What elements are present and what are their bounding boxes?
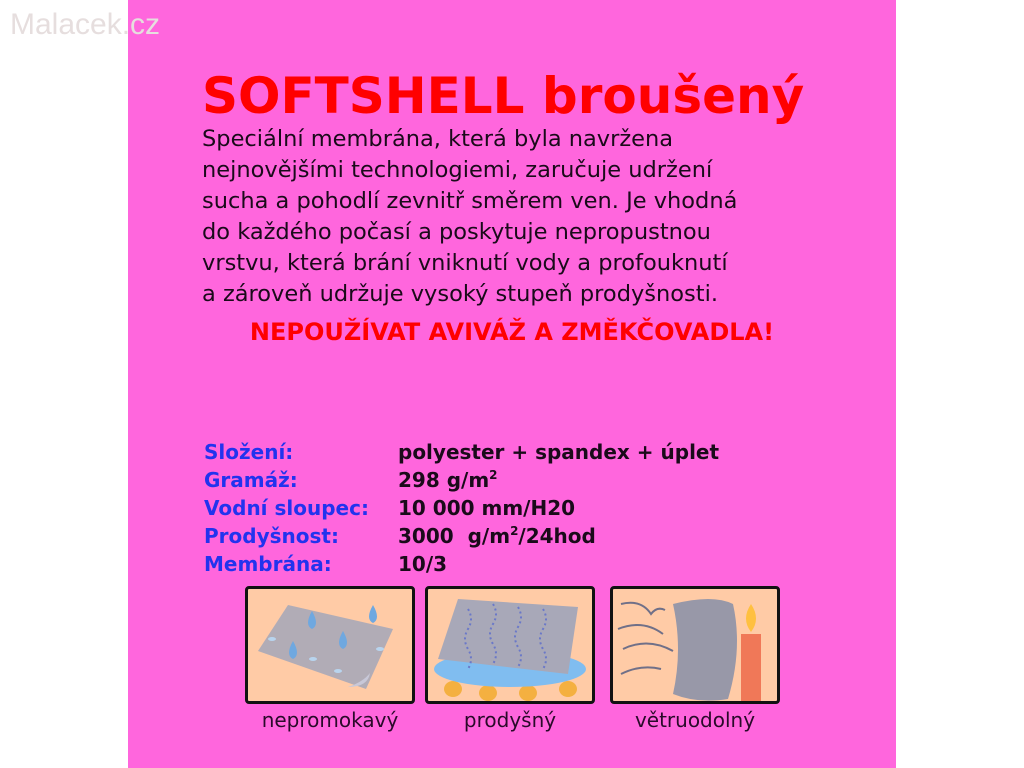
product-description xyxy=(202,124,882,310)
spec-value-sup: 2 xyxy=(489,468,498,482)
description-line: vrstvu, která brání vniknutí vody a profouknutí xyxy=(202,250,728,276)
windproof-icon xyxy=(610,586,780,704)
spec-row-slozeni xyxy=(204,438,719,466)
spec-label: Vodní sloupec: xyxy=(204,496,369,520)
spec-value: 10 000 mm/H20 xyxy=(398,496,576,520)
spec-label: Membrána: xyxy=(204,552,332,576)
feature-card-waterproof xyxy=(245,586,415,732)
care-warning: NEPOUŽÍVAT AVIVÁŽ A ZMĚKČOVADLA! xyxy=(249,318,775,346)
feature-card-windproof xyxy=(610,586,780,732)
description-line: sucha a pohodlí zevnitř směrem ven. Je vhodná xyxy=(202,188,738,214)
description-line: a zároveň udržuje vysoký stupeň prodyšnosti. xyxy=(202,281,718,307)
specs-table xyxy=(204,438,719,578)
spec-value: polyester + spandex + úplet xyxy=(398,440,720,464)
water-drops-icon xyxy=(245,586,415,704)
feature-card-breathable xyxy=(425,586,595,732)
spec-label: Složení: xyxy=(204,440,294,464)
breathable-icon xyxy=(425,586,595,704)
feature-label: prodyšný xyxy=(463,708,557,732)
description-line: do každého počasí a poskytuje nepropustnou xyxy=(202,219,711,245)
spec-row-prodysnost xyxy=(204,522,719,550)
spec-row-gramaz xyxy=(204,466,719,494)
product-title: SOFTSHELL broušený xyxy=(202,67,805,125)
spec-value-text: 3000 g/m xyxy=(398,524,511,548)
description-line: nejnovějšími technologiemi, zaručuje udržení xyxy=(202,157,713,183)
spec-value xyxy=(398,522,596,550)
spec-value-suffix: /24hod xyxy=(518,524,596,548)
description-line: Speciální membrána, která byla navržena xyxy=(202,126,674,152)
feature-cards xyxy=(128,586,896,746)
spec-row-membrana xyxy=(204,550,719,578)
spec-row-vodni-sloupec xyxy=(204,494,719,522)
spec-label: Prodyšnost: xyxy=(204,524,339,548)
product-panel xyxy=(128,0,896,768)
spec-value xyxy=(398,466,498,494)
watermark: Malacek.cz xyxy=(10,8,161,41)
spec-value-text: 298 g/m xyxy=(398,468,490,492)
spec-value: 10/3 xyxy=(398,552,448,576)
spec-value-sup: 2 xyxy=(510,524,519,538)
feature-label: nepromokavý xyxy=(261,708,399,732)
feature-label: větruodolný xyxy=(634,708,756,732)
spec-label: Gramáž: xyxy=(204,468,298,492)
